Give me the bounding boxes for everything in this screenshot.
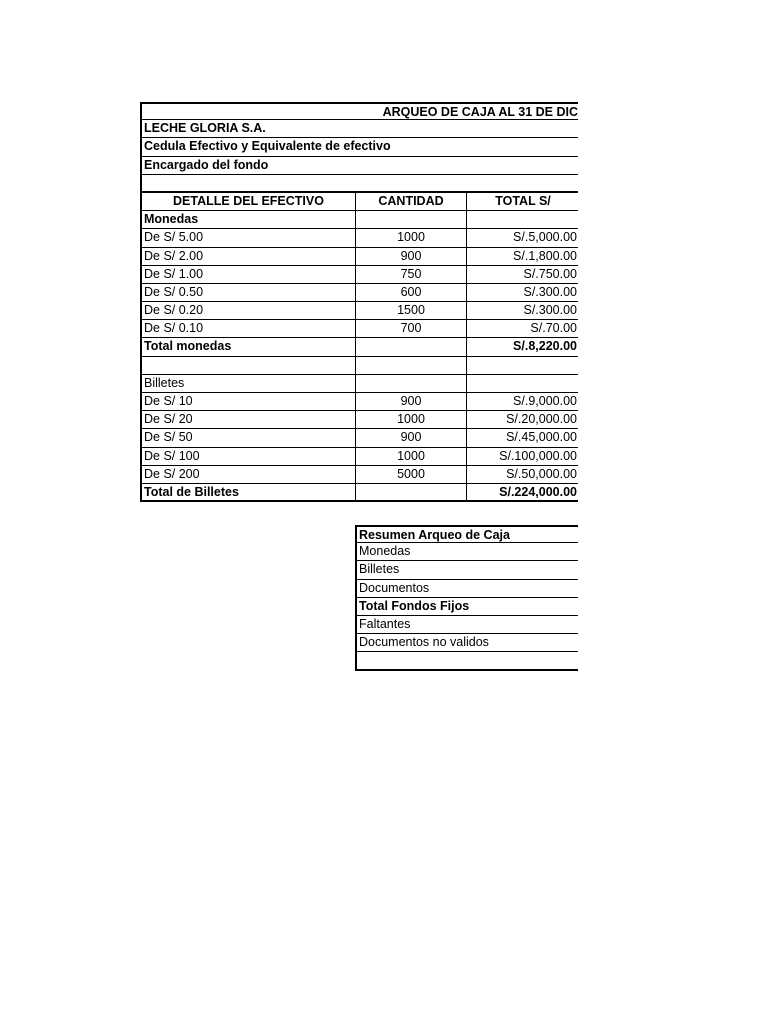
table-row	[140, 320, 578, 338]
encargado-label: Encargado del fondo	[140, 157, 578, 174]
table-row	[140, 229, 578, 247]
total-cell: S/.45,000.00	[506, 430, 577, 445]
total-billetes-value: S/.224,000.00	[499, 484, 577, 499]
empty-cell	[467, 375, 578, 392]
total-monedas-label: Total monedas	[140, 338, 356, 355]
empty-cell	[356, 211, 467, 228]
monedas-section-row	[140, 211, 578, 229]
monedas-label: Monedas	[140, 211, 356, 228]
cedula-row	[140, 138, 578, 156]
cantidad-cell: 1500	[356, 302, 467, 319]
blank-cell	[140, 175, 578, 191]
table-row	[140, 284, 578, 302]
detalle-cell: De S/ 200	[140, 466, 356, 483]
summary-item: Documentos no validos	[355, 634, 578, 651]
detalle-cell: De S/ 5.00	[140, 229, 356, 246]
total-billetes-row	[140, 484, 578, 502]
table-row	[140, 302, 578, 320]
summary-row	[355, 561, 578, 579]
summary-row	[355, 598, 578, 616]
cantidad-cell: 1000	[356, 448, 467, 465]
detalle-cell: De S/ 0.50	[140, 284, 356, 301]
detalle-cell: De S/ 2.00	[140, 248, 356, 265]
total-monedas-value: S/.8,220.00	[513, 339, 577, 354]
table-row	[140, 248, 578, 266]
summary-row	[355, 580, 578, 598]
summary-title: Resumen Arqueo de Caja	[355, 527, 578, 542]
summary-row	[355, 634, 578, 652]
summary-item: Faltantes	[355, 616, 578, 633]
empty-cell	[140, 357, 356, 374]
total-cell: S/.70.00	[530, 321, 577, 336]
total-cell: S/.20,000.00	[506, 412, 577, 427]
cantidad-cell: 700	[356, 320, 467, 337]
arqueo-sheet	[140, 102, 578, 502]
total-cell: S/.300.00	[523, 284, 577, 299]
title-row	[140, 102, 578, 120]
summary-item: Billetes	[355, 561, 578, 578]
column-header-cantidad: CANTIDAD	[356, 193, 467, 210]
billetes-label: Billetes	[140, 375, 356, 392]
encargado-row	[140, 157, 578, 175]
cantidad-cell: 1000	[356, 411, 467, 428]
sheet-title: ARQUEO DE CAJA AL 31 DE DIC	[140, 104, 578, 119]
column-header-row	[140, 193, 578, 211]
detalle-cell: De S/ 1.00	[140, 266, 356, 283]
empty-cell	[467, 211, 578, 228]
total-billetes-label: Total de Billetes	[140, 484, 356, 500]
detalle-cell: De S/ 50	[140, 429, 356, 446]
cantidad-cell: 900	[356, 393, 467, 410]
cedula-label: Cedula Efectivo y Equivalente de efectivo	[140, 138, 578, 155]
total-cell: S/.300.00	[523, 303, 577, 318]
empty-cell	[355, 652, 578, 668]
empty-cell	[356, 338, 467, 355]
summary-item: Documentos	[355, 580, 578, 597]
summary-item: Total Fondos Fijos	[355, 598, 578, 615]
summary-title-row	[355, 525, 578, 543]
total-cell: S/.9,000.00	[513, 394, 577, 408]
detalle-cell: De S/ 100	[140, 448, 356, 465]
empty-cell	[356, 375, 467, 392]
cantidad-cell: 1000	[356, 229, 467, 246]
company-name: LECHE GLORIA S.A.	[140, 120, 578, 137]
detalle-cell: De S/ 0.10	[140, 320, 356, 337]
empty-cell	[467, 357, 578, 374]
spacer-row	[140, 357, 578, 375]
summary-item: Monedas	[355, 543, 578, 560]
detalle-cell: De S/ 0.20	[140, 302, 356, 319]
table-row	[140, 429, 578, 447]
column-header-detalle: DETALLE DEL EFECTIVO	[140, 193, 356, 210]
detalle-cell: De S/ 20	[140, 411, 356, 428]
billetes-section-row	[140, 375, 578, 393]
summary-row	[355, 616, 578, 634]
table-row	[140, 448, 578, 466]
table-row	[140, 393, 578, 411]
cantidad-cell: 900	[356, 429, 467, 446]
detalle-cell: De S/ 10	[140, 393, 356, 410]
cantidad-cell: 900	[356, 248, 467, 265]
total-cell: S/.100,000.00	[499, 448, 577, 463]
summary-table	[355, 525, 578, 671]
total-cell: S/.50,000.00	[506, 466, 577, 481]
empty-cell	[356, 484, 467, 500]
table-row	[140, 466, 578, 484]
summary-row	[355, 543, 578, 561]
company-row	[140, 120, 578, 138]
total-monedas-row	[140, 338, 578, 356]
total-cell: S/.750.00	[523, 266, 577, 281]
blank-row	[140, 175, 578, 193]
cantidad-cell: 750	[356, 266, 467, 283]
empty-cell	[356, 357, 467, 374]
cantidad-cell: 5000	[356, 466, 467, 483]
column-header-total: TOTAL S/	[495, 193, 551, 208]
table-row	[140, 411, 578, 429]
summary-blank-row	[355, 652, 578, 670]
table-row	[140, 266, 578, 284]
total-cell: S/.5,000.00	[513, 230, 577, 245]
total-cell: S/.1,800.00	[513, 248, 577, 263]
cantidad-cell: 600	[356, 284, 467, 301]
